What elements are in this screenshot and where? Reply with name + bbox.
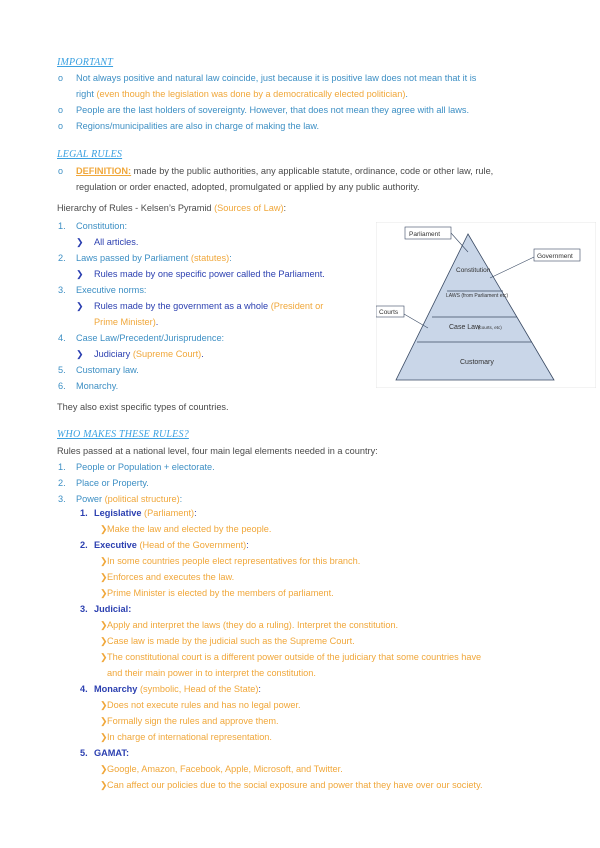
executive-sub-1: In some countries people elect representatives for this branch. <box>107 556 361 566</box>
chevron-right-icon: ❯ <box>100 716 108 726</box>
hierarchy-sub-4: Judiciary (Supreme Court). <box>94 349 204 359</box>
who-intro: Rules passed at a national level, four main legal elements needed in a country: <box>57 446 378 456</box>
hierarchy-sub-1: All articles. <box>94 237 139 247</box>
power-judicial: Judicial: <box>94 604 132 614</box>
list-number: 2. <box>58 478 66 488</box>
heading-who-makes-rules: WHO MAKES THESE RULES? <box>57 429 189 440</box>
pyramid-level-case-law: Case Law <box>449 324 481 331</box>
countries-note: They also exist specific types of countries. <box>57 402 229 412</box>
chevron-right-icon: ❯ <box>100 652 108 662</box>
power-number: 4. <box>80 684 88 694</box>
pyramid-level-case-law-note: (courts, etc) <box>478 325 502 330</box>
chevron-right-icon: ❯ <box>100 780 108 790</box>
judicial-sub-3: The constitutional court is a different power outside of the judiciary that some countries have <box>107 652 482 662</box>
pyramid-level-laws: LAWS (from Parliament etc) <box>446 293 509 299</box>
bullet-icon: o <box>58 105 64 115</box>
important-item-1: Not always positive and natural law coincide, just because it is positive law does not mean that it is <box>76 73 477 83</box>
chevron-right-icon: ❯ <box>100 700 108 710</box>
hierarchy-item-5: Customary law. <box>76 365 139 375</box>
element-place: Place or Property. <box>76 478 149 488</box>
element-people: People or Population + electorate. <box>76 462 215 472</box>
power-number: 5. <box>80 748 88 758</box>
bullet-icon: o <box>58 166 64 176</box>
judicial-sub-1: Apply and interpret the laws (they do a ruling). Interpret the constitution. <box>107 620 399 630</box>
definition-cont: regulation or order enacted, adopted, promulgated or applied by any public authority. <box>76 182 420 192</box>
list-number: 6. <box>58 381 66 391</box>
pyramid-level-constitution: Constitution <box>456 267 491 274</box>
power-number: 2. <box>80 540 88 550</box>
chevron-right-icon: ❯ <box>100 732 108 742</box>
list-number: 1. <box>58 221 66 231</box>
chevron-right-icon: ❯ <box>100 764 108 774</box>
list-number: 1. <box>58 462 66 472</box>
power-gamat: GAMAT: <box>94 748 130 758</box>
svg-text:Government: Government <box>537 253 573 260</box>
legislative-sub-1: Make the law and elected by the people. <box>107 524 272 534</box>
heading-important: IMPORTANT <box>57 57 114 68</box>
chevron-right-icon: ❯ <box>76 349 84 359</box>
list-number: 2. <box>58 253 66 263</box>
hierarchy-title: Hierarchy of Rules - Kelsen’s Pyramid (Sources of Law): <box>57 203 287 213</box>
kelsen-pyramid-diagram <box>376 222 596 388</box>
important-item-3: Regions/municipalities are also in charge of making the law. <box>76 121 320 131</box>
monarchy-sub-1: Does not execute rules and has no legal power. <box>107 700 301 710</box>
chevron-right-icon: ❯ <box>100 572 108 582</box>
power-number: 3. <box>80 604 88 614</box>
power-executive: Executive (Head of the Government): <box>94 540 249 550</box>
power-legislative: Legislative (Parliament): <box>94 508 197 518</box>
bullet-icon: o <box>58 73 64 83</box>
important-item-1-cont: right (even though the legislation was done by a democratically elected politician). <box>76 89 408 99</box>
judicial-sub-3-cont: and their main power in to interpret the constitution. <box>107 668 316 678</box>
svg-text:Courts: Courts <box>379 309 399 316</box>
important-item-2: People are the last holders of sovereignty. However, that does not mean they agree with all laws. <box>76 105 470 115</box>
judicial-sub-2: Case law is made by the judicial such as the Supreme Court. <box>107 636 355 646</box>
hierarchy-item-4: Case Law/Precedent/Jurisprudence: <box>76 333 225 343</box>
monarchy-sub-3: In charge of international representation. <box>107 732 272 742</box>
list-number: 3. <box>58 285 66 295</box>
list-number: 4. <box>58 333 66 343</box>
gamat-sub-2: Can affect our policies due to the social exposure and power that they have over our society. <box>107 780 483 790</box>
chevron-right-icon: ❯ <box>100 620 108 630</box>
pyramid-level-customary: Customary <box>460 359 494 366</box>
power-monarchy: Monarchy (symbolic, Head of the State): <box>94 684 261 694</box>
heading-legal-rules: LEGAL RULES <box>57 149 123 160</box>
gamat-sub-1: Google, Amazon, Facebook, Apple, Microsoft, and Twitter. <box>107 764 343 774</box>
element-power: Power (political structure): <box>76 494 183 504</box>
list-number: 3. <box>58 494 66 504</box>
hierarchy-sub-3-cont: Prime Minister). <box>94 317 159 327</box>
definition: DEFINITION: made by the public authorities, any applicable statute, ordinance, code or other law, rule, <box>76 166 494 176</box>
hierarchy-item-6: Monarchy. <box>76 381 119 391</box>
hierarchy-item-3: Executive norms: <box>76 285 147 295</box>
chevron-right-icon: ❯ <box>76 301 84 311</box>
hierarchy-item-1: Constitution: <box>76 221 128 231</box>
executive-sub-3: Prime Minister is elected by the members of parliament. <box>107 588 334 598</box>
chevron-right-icon: ❯ <box>100 588 108 598</box>
monarchy-sub-2: Formally sign the rules and approve them. <box>107 716 279 726</box>
hierarchy-sub-2: Rules made by one specific power called the Parliament. <box>94 269 325 279</box>
hierarchy-sub-3: Rules made by the government as a whole (President or <box>94 301 324 311</box>
chevron-right-icon: ❯ <box>100 636 108 646</box>
hierarchy-item-2: Laws passed by Parliament (statutes): <box>76 253 232 263</box>
power-number: 1. <box>80 508 88 518</box>
list-number: 5. <box>58 365 66 375</box>
chevron-right-icon: ❯ <box>76 237 84 247</box>
bullet-icon: o <box>58 121 64 131</box>
svg-text:Parliament: Parliament <box>409 231 441 238</box>
executive-sub-2: Enforces and executes the law. <box>107 572 235 582</box>
chevron-right-icon: ❯ <box>100 556 108 566</box>
chevron-right-icon: ❯ <box>100 524 108 534</box>
chevron-right-icon: ❯ <box>76 269 84 279</box>
